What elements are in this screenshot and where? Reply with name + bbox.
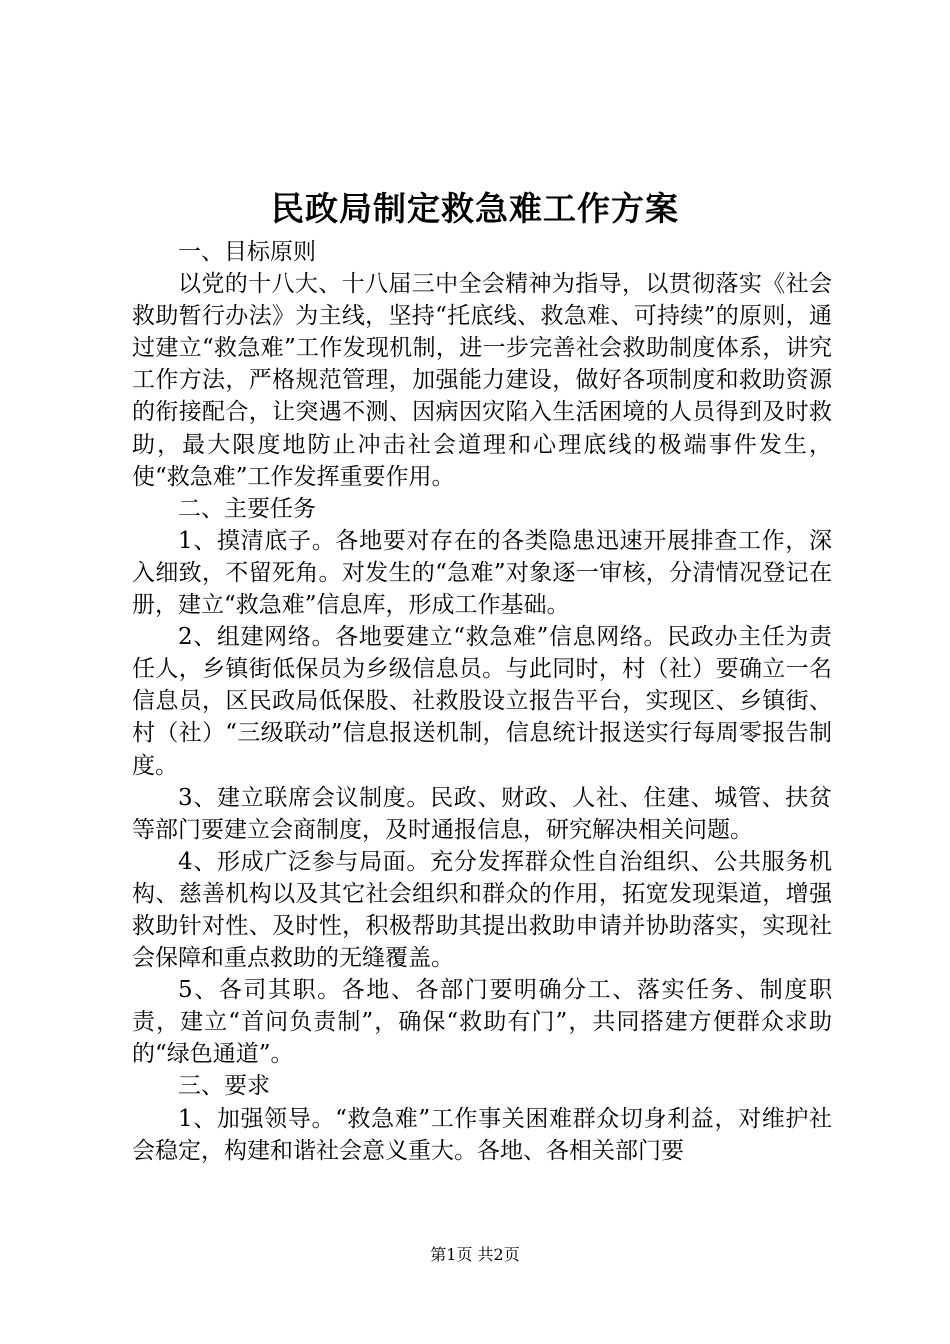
body-paragraph: 1、摸清底子。各地要对存在的各类隐患迅速开展排查工作，深入细致，不留死角。对发生的“急难”对象逐一审核，分清情况登记在册，建立“救急难”信息库，形成工作基础。	[132, 527, 832, 619]
body-paragraph: 5、各司其职。各地、各部门要明确分工、落实任务、制度职责，建立“首问负责制”，确保“救助有门”，共同搭建方便群众求助的“绿色通道”。	[132, 977, 832, 1068]
body-paragraph: 1、加强领导。“救急难”工作事关困难群众切身利益，对维护社会稳定，构建和谐社会意义重大。各地、各相关部门要	[132, 1105, 832, 1164]
body-paragraph: 以党的十八大、十八届三中全会精神为指导，以贯彻落实《社会救助暂行办法》为主线，坚持“托底线、救急难、可持续”的原则，通过建立“救急难”工作发现机制，进一步完善社会救助制度体系，讲究工作方法，严格规范管理，加强能力建设，做好各项制度和救助资源的衔接配合，让突遇不测、因病因灾陷入生活困境的人员得到及时救助，最大限度地防止冲击社会道理和心理底线的极端事件发生，使“救急难”工作发挥重要作用。	[132, 271, 832, 490]
page-footer: 第1页 共2页	[430, 1245, 520, 1264]
body-paragraph: 4、形成广泛参与局面。充分发挥群众性自治组织、公共服务机构、慈善机构以及其它社会组织和群众的作用，拓宽发现渠道，增强救助针对性、及时性，积极帮助其提出救助申请并协助落实，实现社会保障和重点救助的无缝覆盖。	[132, 848, 832, 972]
section-heading: 二、主要任务	[178, 495, 316, 522]
body-paragraph: 2、组建网络。各地要建立“救急难”信息网络。民政办主任为责任人，乡镇街低保员为乡级信息员。与此同时，村（社）要确立一名信息员，区民政局低保股、社救股设立报告平台，实现区、乡镇街、村（社）“三级联动”信息报送机制，信息统计报送实行每周零报告制度。	[132, 624, 832, 779]
document-title: 民政局制定救急难工作方案	[271, 189, 679, 228]
body-paragraph: 3、建立联席会议制度。民政、财政、人社、住建、城管、扶贫等部门要建立会商制度，及时通报信息，研究解决相关问题。	[132, 784, 832, 843]
section-heading: 一、目标原则	[178, 239, 316, 265]
document-body	[132, 236, 832, 1167]
section-heading: 三、要求	[178, 1073, 270, 1100]
